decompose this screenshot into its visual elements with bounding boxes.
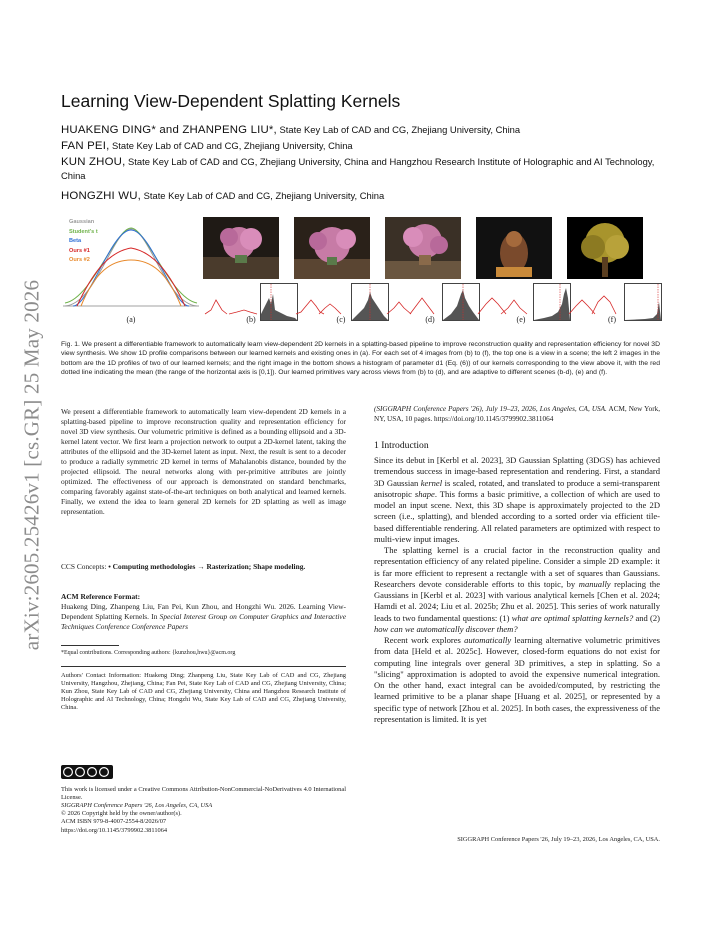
ccs-prefix: CCS Concepts: — [61, 562, 109, 571]
sublabel-c: (c) — [336, 315, 346, 324]
arxiv-side-stamp — [18, 255, 46, 675]
scene-image-c — [294, 217, 370, 279]
cc-by-nc-nd-icon — [61, 765, 113, 779]
sublabel-a: (a) — [126, 315, 136, 324]
paper-title: Learning View-Dependent Splatting Kernels — [61, 91, 401, 111]
ref-rest: ACM, New York, NY, USA, 10 pages. https://doi.org/10.1145/3799902.3811064 — [374, 405, 660, 423]
footnote: *Equal contributions. Corresponding authors: {kunzhou,hwu}@acm.org — [61, 650, 236, 656]
acm-ref-venue: Special Interest Group on Computer Graphics and Interactive Techniques Conference Conference Papers — [61, 611, 346, 631]
cc-badge — [61, 765, 346, 782]
acm-ref-text: Huakeng Ding, Zhanpeng Liu, Fan Pei, Kun Zhou, and Hongzhi Wu. 2026. Learning View-Dependent Splatting Kernels. In — [61, 601, 346, 621]
author-affiliation: State Key Lab of CAD and CG, Zhejiang University, China — [141, 190, 385, 201]
histogram-e — [533, 283, 571, 321]
histogram-f — [624, 283, 662, 321]
sublabel-e: (e) — [516, 315, 526, 324]
introduction-text — [374, 455, 660, 725]
license-doi[interactable]: https://doi.org/10.1145/3799902.3811064 — [61, 826, 168, 834]
tree-scene-graphic — [567, 217, 643, 279]
histogram-b — [260, 283, 298, 321]
reference-continuation — [374, 404, 660, 424]
author-affiliation: State Key Lab of CAD and CG, Zhejiang University, China — [276, 124, 521, 135]
page-footer: SIGGRAPH Conference Papers '26, July 19–23, 2026, Los Angeles, CA, USA. — [457, 836, 660, 843]
arxiv-stamp-text: arXiv:2605.25426v1 [cs.GR] 25 May 2026 — [19, 279, 44, 651]
bonsai-scene-graphic — [385, 217, 461, 279]
author-names: HUAKENG DING* and ZHANPENG LIU*, — [61, 124, 277, 136]
contact-info: Authors' Contact Information: Huakeng Ding; Zhanpeng Liu, State Key Lab of CAD and CG, Zhejiang University, Hangzhou, Zhejiang, China; Fan Pei, State Key Lab of CAD and CG, Zhejiang University, China; Kun Zhou, State Key Lab of CAD and CG, Zhejiang University, China and Hangzhou Research Institute of Holographic and AI Technology, China; Hongzhi Wu, State Key Lab of CAD and CG, Zhejiang University, China. — [61, 672, 346, 712]
plot-legend — [69, 218, 98, 266]
abstract: We present a differentiable framework to automatically learn view-dependent 2D kernels in a splatting-based pipeline to improve reconstruction quality and representation efficiency for novel 3D view synthesis. Our volumetric primitive is defined as a bounding ellipsoid and a 3D-kernel latent vector. We first learn a projection network to output a 2D-kernel latent, taking the attributes of the ellipsoid and the 3D-kernel latent as input. Next, the result is sent to a decoder to produce a radially symmetric 2D kernel in terms of Mahalanobis distance, bounded by the projected ellipsoid. The neural networks along with per-primitive attributes are jointly optimized. The effectiveness of our approach is demonstrated on standard benchmarks, comparing favorably against state-of-the-art techniques on both analytical and learned kernels. Finally, we extend the idea to learn general 2D kernels for 2D splatting as well as image representation. — [61, 407, 346, 516]
contact-rule — [61, 666, 346, 667]
teaser-figure — [61, 214, 661, 334]
scene-image-f — [567, 217, 643, 279]
histogram-d — [442, 283, 480, 321]
legend-students-t: Student's t — [69, 228, 98, 235]
author-affiliation: State Key Lab of CAD and CG, Zhejiang University, China — [109, 140, 353, 151]
scene-image-e — [476, 217, 552, 279]
legend-ours2: Ours #2 — [69, 257, 90, 263]
bonsai-scene-graphic — [203, 217, 279, 279]
profile-d2 — [408, 286, 446, 316]
author-names: KUN ZHOU, — [61, 156, 126, 168]
intro-paragraph-2: The splatting kernel is a crucial factor in the reconstruction quality and representation efficiency of any related pipeline. Consider a simple 2D example: it is far more efficient to represent a rectangle with a set of squares than Gaussians. Researchers devote considerable efforts to this topic, by manually replacing the Gaussians in [Kerbl et al. 2023] with various analytical kernels [Chen et al. 2024; Hamdi et al. 2024; Liu et al. 2025b; Zhu et al. 2025]. This series of work naturally leads to two fundamental questions: (1) what are optimal splatting kernels? and (2) how can we automatically discover them? — [374, 545, 660, 634]
section-heading-introduction: 1 Introduction — [374, 440, 429, 451]
ccs-bullet: • Computing methodologies → Rasterization; Shape modeling. — [108, 562, 306, 571]
legend-ours1: Ours #1 — [69, 247, 90, 254]
license-line-4: ACM ISBN 979-8-4007-2554-8/2026/07 — [61, 818, 167, 826]
author-line-4 — [61, 189, 661, 203]
histogram-c — [351, 283, 389, 321]
author-line-2 — [61, 139, 661, 153]
license-line-3: © 2026 Copyright held by the owner/author(s). — [61, 810, 182, 818]
intro-paragraph-1: Since its debut in [Kerbl et al. 2023], 3D Gaussian Splatting (3DGS) has achieved tremendous success in image-based representation and rendering. First, a standard 3D Gaussian kernel is scaled, rotated, and translated to produce a semi-transparent anisotropic shape. This forms a basic primitive, a collection of which are used to model an input scene. Next, this 3D shape is approximately projected to the 2D screen (i.e., splatting), and blended according to a sorted order via efficient tile-based differentiable rendering. All related parameters are optimized with respect to multi-view input images. — [374, 455, 660, 544]
legend-gaussian: Gaussian — [69, 219, 95, 225]
author-names: FAN PEI, — [61, 140, 110, 152]
scene-image-b — [203, 217, 279, 279]
figurine-scene-graphic — [476, 217, 552, 279]
sublabel-b: (b) — [246, 315, 256, 324]
ours2-curve — [81, 260, 181, 306]
intro-paragraph-3: Recent work explores automatically learning alternative volumetric primitives from data [Held et al. 2025c]. However, closed-form equations do not exist for computing line integrals over general 3D primitives, a step in splatting. So a "slicing" approximation is adopted to avoid the expensive numerical integration. On the other hand, exact integral can be avoided/computed, by restricting the learned primitive to be a planar shape [Huang et al. 2025], or represented by a specific type of network [Zhou et al. 2025]. In both cases, the expressiveness of the representation is limited. It is yet — [374, 635, 660, 724]
footnote-rule — [61, 645, 119, 646]
author-line-1 — [61, 123, 661, 137]
profile-c2 — [317, 286, 355, 316]
scene-image-d — [385, 217, 461, 279]
acm-reference — [61, 592, 346, 632]
legend-beta: Beta — [69, 238, 82, 244]
profile-f2 — [590, 286, 628, 316]
ref-venue: (SIGGRAPH Conference Papers '26), July 19–23, 2026, Los Angeles, CA, USA. — [374, 405, 607, 413]
author-line-3 — [61, 155, 661, 182]
license-line-2: SIGGRAPH Conference Papers '26, Los Angeles, CA, USA — [61, 802, 213, 810]
author-affiliation: State Key Lab of CAD and CG, Zhejiang University, China and Hangzhou Research Institute of Holographic and AI Technology, China — [61, 156, 655, 181]
sublabel-d: (d) — [425, 315, 435, 324]
author-names: HONGZHI WU, — [61, 190, 142, 202]
license-line-1: This work is licensed under a Creative Commons Attribution-NonCommercial-NoDerivatives 4.0 International License. — [61, 786, 346, 802]
figure-caption: Fig. 1. We present a differentiable framework to automatically learn view-dependent 2D kernels in a splatting-based pipeline to improve reconstruction quality and representation efficiency for novel 3D view synthesis. We show 1D profile comparisons between our learned kernels and existing ones in (a). For each set of 4 images from (b) to (f), the top one is a view in a scene; the left 2 images in the bottom are the 1D profiles of two of our learned kernels; and the right image in the bottom shows a histogram of parameter d1 (Eq. (6)) of our kernels corresponding to the view above it, with the red dotted line indicating the mean (the range of the horizontal axis is [0,1]). Our learned primitives vary across views from (b) to (d), and are adaptive to different scenes (b-d), (e) and (f). — [61, 341, 660, 376]
acm-ref-heading: ACM Reference Format: — [61, 592, 141, 601]
sublabel-f: (f) — [608, 315, 616, 324]
ccs-concepts — [61, 562, 346, 572]
license-block — [61, 765, 346, 835]
profile-e2 — [499, 286, 537, 316]
bonsai-scene-graphic — [294, 217, 370, 279]
